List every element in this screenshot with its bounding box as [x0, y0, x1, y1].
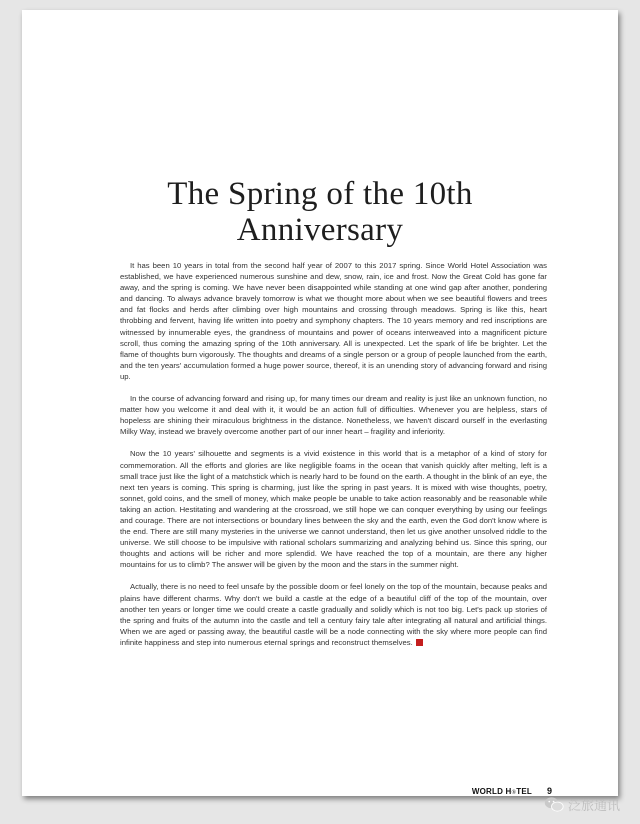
title-line-1: The Spring of the 10th: [167, 176, 473, 212]
brand-word-h: H: [505, 787, 512, 796]
page-footer: [472, 786, 552, 796]
wechat-icon: [544, 796, 564, 813]
paragraph: Now the 10 years' silhouette and segments is a vivid existence in this world that is a metaphor of a kind of story for commemoration. All the efforts and glories are like negligible foams in the ocean that vanish quickly after melting, left is a small trace just like the light of a matchstick which is nearly hard to be found on the earth. A thought in the blink of an eye, the next ten years is coming. This spring is charming, just like the spring in past years. It is mixed with wise thoughts, poetry, sonnet, gold coins, and the smell of money, which make people be unable to take action reasonably and be reasonable while taking an action. Hestitating and wandering at the crossroad, we still hope we can conquer everything by using our feelings and courage. There are not intersections or boundary lines between the sky and the earth, even the God don't know where is the end. There are still many mysteries in the universe we cannot understand, then let us give another unsolved riddle to the universe. We still choose to be impulsive with rational scholars summarizing and analyzing behind us. Since this spring, our thoughts and actions will be richer and more splendid. We have reached the top of a mountain, are there any higher mountains for us to climb? The answer will be given by the moon and the stars in the summer night.: [120, 449, 547, 570]
page-number: 9: [546, 786, 552, 796]
paragraph: [120, 581, 547, 648]
brand-word-tel: TEL: [516, 787, 532, 796]
paragraph: It has been 10 years in total from the second half year of 2007 to this 2017 spring. Since World Hotel Association was established, we have experienced numerous sunshine and dew, snow, rain, ice and frost. Now the Great Cold has gone far away, and the spring is coming. We have never been disappointed while standing at one wind gap after another, pondering and dancing. To always advance bravely tomorrow is what we thought more about when we see beautiful flowers and trees and fat flocks and herds after climbing over high mountains and crossing through meadows. Spring is like this, heart throbbing and fervent, having life written into poetry and symphony chapters. The 10 years memory and red inscriptions are witnessed by innumerable eyes, the grandness of mountains and power of oceans interweaved into a magnificent picture scroll, thus coming the amazing spring of the 10th anniversary. All is unexpected. Let the spark of life be brighter. Let the flame of thoughts burn vigorously. The thoughts and dreams of a single person or a group of people launched from the earth, and the ten years' accumulation formed a huge power source, thereof, it is an unending story of advancing forward and rising up.: [120, 261, 547, 381]
end-mark-icon: [416, 639, 423, 646]
article-title: [22, 176, 618, 248]
watermark: [544, 795, 620, 814]
magazine-page: [22, 10, 618, 796]
brand-word-world: WORLD: [471, 787, 504, 796]
article-body: [120, 260, 547, 659]
title-line-2: Anniversary: [236, 212, 404, 248]
paragraph: In the course of advancing forward and rising up, for many times our dream and reality is just like an unknown function, no matter how you welcome it and deal with it, it would be an action full of difficulties. Whenever you are helpless, stars of hopeless are shining their miraculous brightness in the distance. Nonetheless, we haven't discard ourself in the everlasting Milky Way, instead we bravely overcome another part of our inner heart – fragility and inferiority.: [120, 394, 547, 437]
paragraph-text: Actually, there is no need to feel unsafe by the possible doom or feel lonely on the top of the mountain, because peaks and plains have different charms. Why don't we build a castle at the edge of a beautiful cliff of the top of the mountain, over another ten years or longer time we could create a castle gradually and solidly which is not too big. Let's pack up stories of the spring and fruits of the autumn into the castle and tell a century fairy tale after integrating all natural and artificial things. When we are aged or passing away, the beautiful castle will be a node connecting with the sky where more people can find infinite happiness and step into numerous eternal springs and reconstruct themselves.: [120, 582, 547, 647]
registered-mark: ®: [511, 790, 517, 796]
watermark-text: 泛旅通讯: [567, 799, 620, 814]
magazine-brand: [472, 787, 532, 796]
